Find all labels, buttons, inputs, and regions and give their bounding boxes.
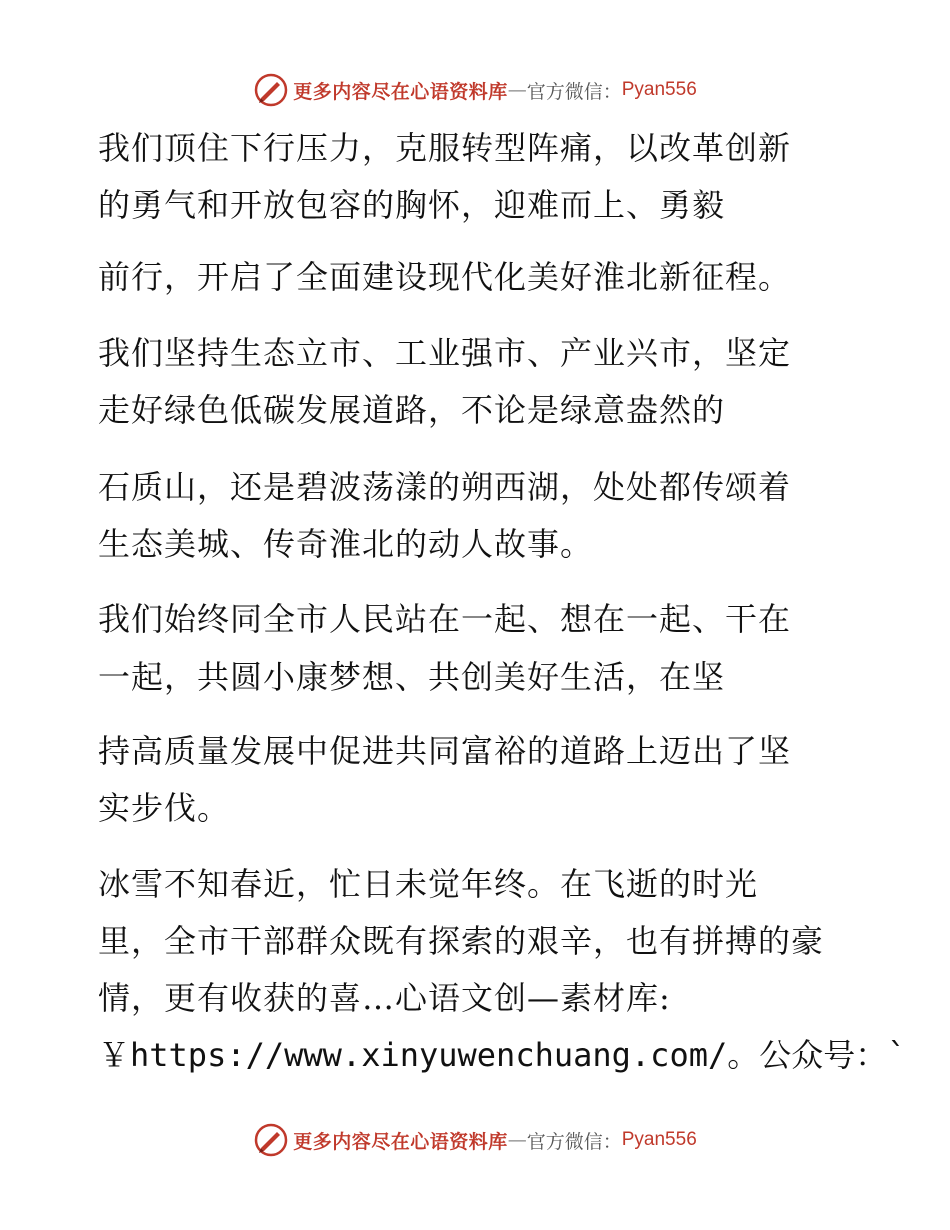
body-line-7: 生态美城、传奇淮北的动人故事。 xyxy=(98,525,594,563)
footer-dash: — xyxy=(507,1129,527,1151)
body-line-8: 我们始终同全市人民站在一起、想在一起、干在 xyxy=(98,600,792,638)
pen-logo-icon xyxy=(253,72,289,108)
body-line-4: 我们坚持生态立市、工业强市、产业兴市，坚定 xyxy=(98,334,792,372)
body-line-5: 走好绿色低碳发展道路，不论是绿意盎然的 xyxy=(98,391,726,429)
footer-wechat-id: Pyan556 xyxy=(621,1129,697,1150)
body-line-6: 石质山，还是碧波荡漾的朔西湖，处处都传颂着 xyxy=(98,468,792,506)
body-line-3: 前行，开启了全面建设现代化美好淮北新征程。 xyxy=(98,258,792,296)
header-brand: 更多内容尽在心语资料库 xyxy=(293,80,508,103)
body-line-11: 实步伐。 xyxy=(98,789,231,827)
header-wechat-id: Pyan556 xyxy=(621,79,697,100)
body-line-2: 的勇气和开放包容的胸怀，迎难而上、勇毅 xyxy=(98,186,726,224)
body-line-9: 一起，共圆小康梦想、共创美好生活，在坚 xyxy=(98,658,726,696)
header-wechat-label: 官方微信： xyxy=(526,80,622,103)
footer-wechat-label: 官方微信： xyxy=(526,1130,622,1153)
header-dash: — xyxy=(507,79,527,101)
body-line-10: 持高质量发展中促进共同富裕的道路上迈出了坚 xyxy=(98,732,792,770)
body-line-15: ￥https://www.xinyuwenchuang.com/。公众号：` xyxy=(98,1036,907,1074)
footer-brand: 更多内容尽在心语资料库 xyxy=(293,1130,508,1153)
header-banner xyxy=(0,70,950,110)
footer-banner xyxy=(0,1120,950,1160)
body-line-1: 我们顶住下行压力，克服转型阵痛，以改革创新 xyxy=(98,129,792,167)
body-line-14: 情，更有收获的喜…心语文创—素材库: xyxy=(98,979,671,1017)
pen-logo-icon xyxy=(253,1122,289,1158)
body-line-13: 里，全市干部群众既有探索的艰辛，也有拼搏的豪 xyxy=(98,922,825,960)
body-line-12: 冰雪不知春近，忙日未觉年终。在飞逝的时光 xyxy=(98,865,759,903)
